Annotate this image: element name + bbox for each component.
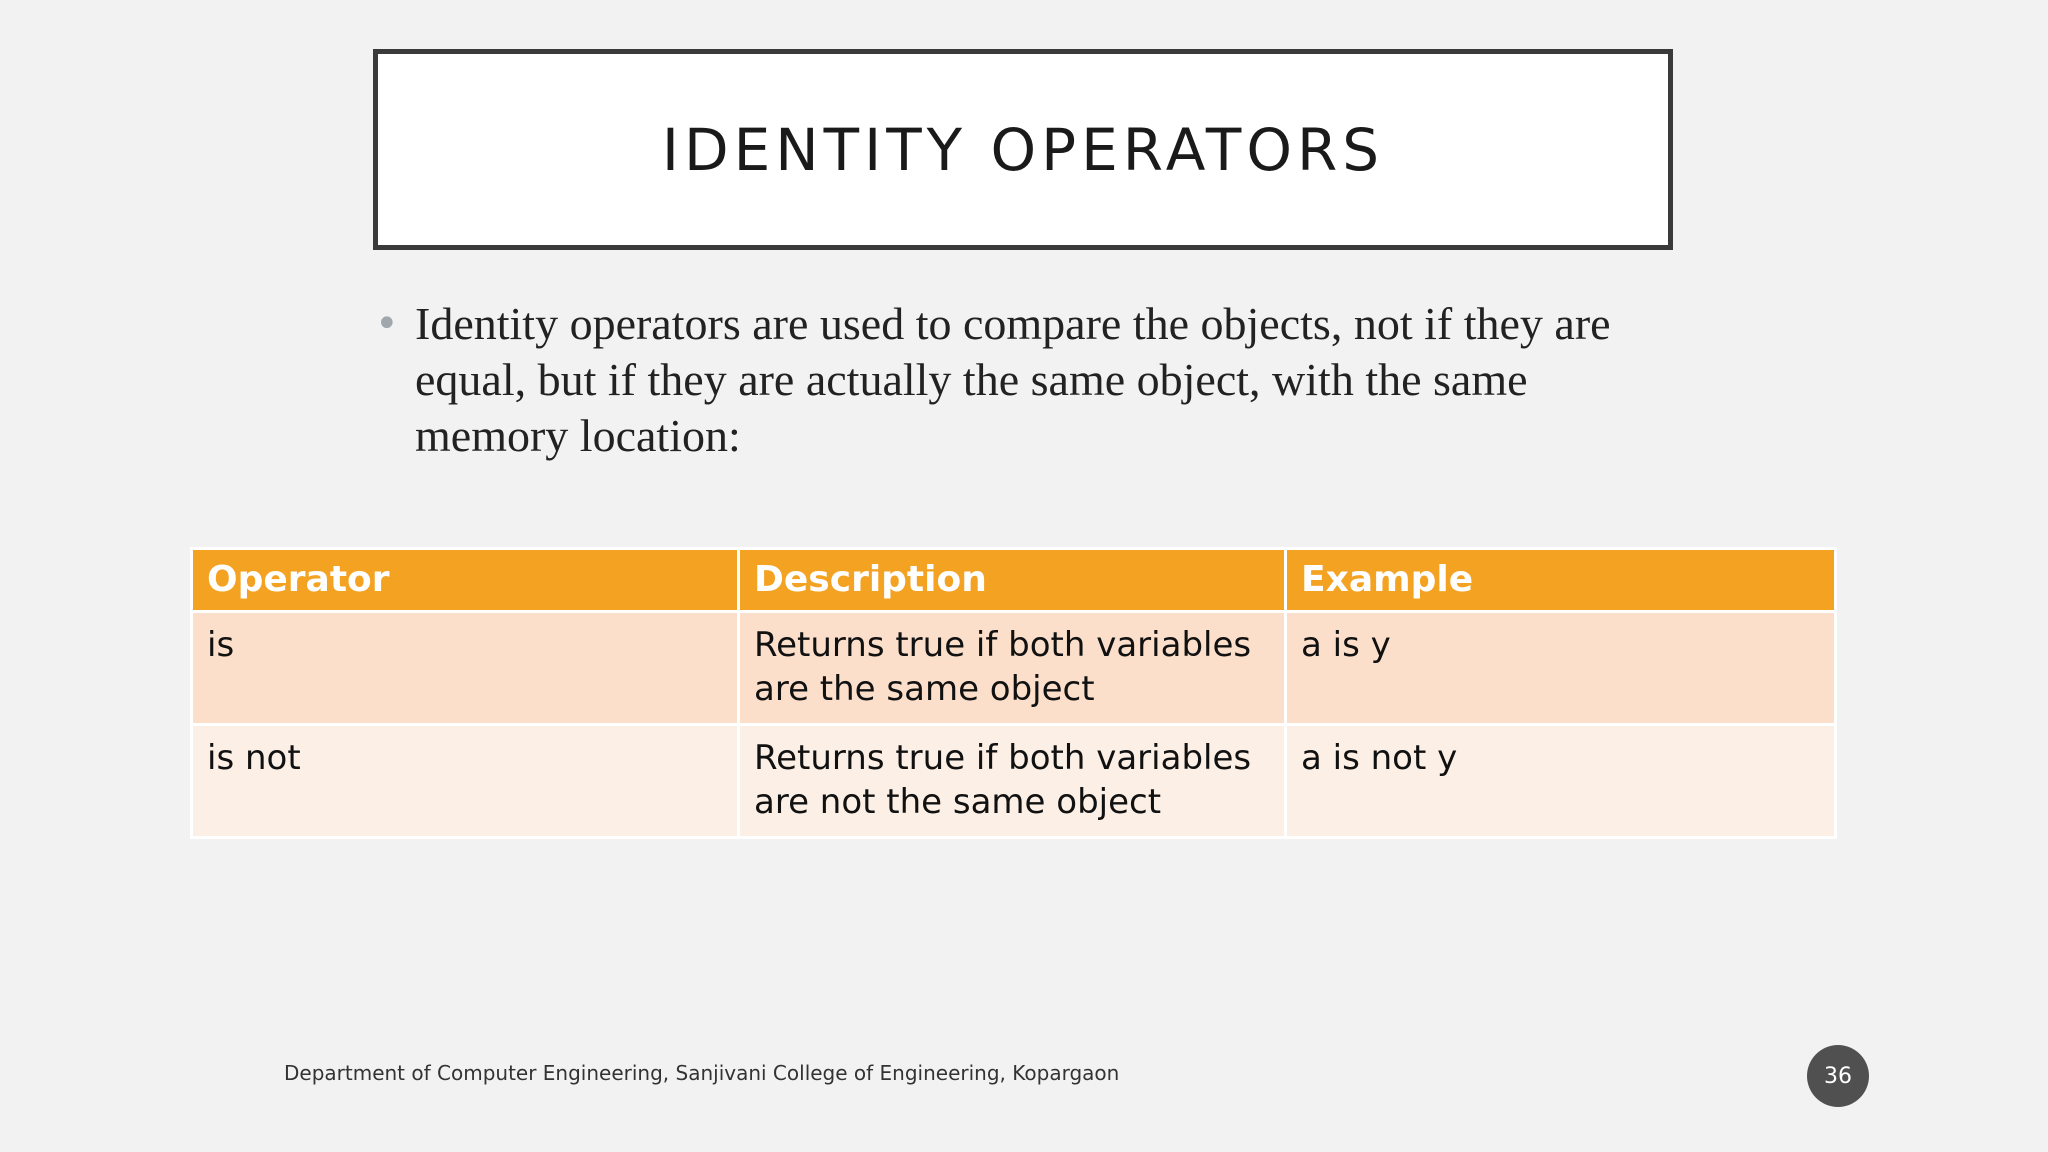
bullet-dot-icon: • [375,301,399,347]
cell-example: a is y [1286,612,1836,725]
cell-description: Returns true if both variables are the same object [739,612,1286,725]
bullet-text: Identity operators are used to compare the objects, not if they are equal, but if they are actually the same object, with the same memory location: [415,298,1611,461]
table-row [192,725,1836,838]
slide-title: IDENTITY OPERATORS [661,115,1385,184]
slide-footer: Department of Computer Engineering, Sanjivani College of Engineering, Kopargaon [284,1061,1120,1085]
cell-operator: is [192,612,739,725]
header-operator: Operator [192,549,739,612]
header-example: Example [1286,549,1836,612]
identity-operators-table [190,547,1837,839]
slide-title-box [373,49,1673,250]
page-number-badge: 36 [1807,1045,1869,1107]
bullet-point [375,296,1675,464]
cell-description: Returns true if both variables are not the same object [739,725,1286,838]
table-row [192,612,1836,725]
cell-example: a is not y [1286,725,1836,838]
header-description: Description [739,549,1286,612]
table-header-row [192,549,1836,612]
cell-operator: is not [192,725,739,838]
